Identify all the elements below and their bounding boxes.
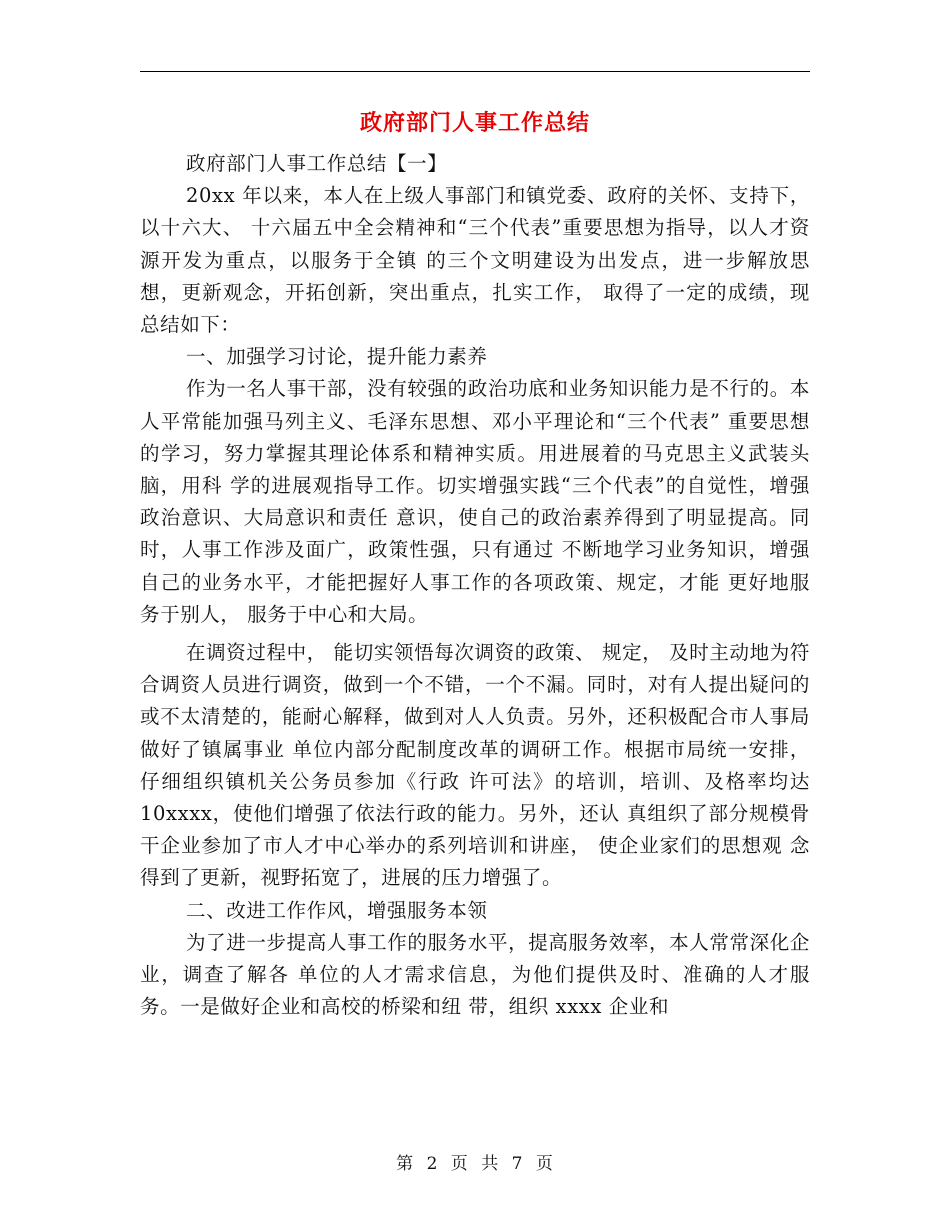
page-suffix: 页 [535, 1154, 554, 1174]
page-of: 共 [481, 1154, 500, 1174]
page-prefix: 第 [396, 1154, 415, 1174]
intro-paragraph: 20xx 年以来，本人在上级人事部门和镇党委、政府的关怀、支持下，以十六大、 十六届五中全会精神和“三个代表”重要思想为指导，以人才资源开发为重点，以服务于全镇 的三个文明建设为出发点，进一步解放思想，更新观念，开拓创新，突出重点，扎实工作， 取得了一定的成绩，现总结如下： [140, 184, 810, 337]
page-current: 2 [426, 1154, 439, 1174]
document-body [140, 148, 810, 1023]
section-heading: 二、改进工作作风，增强服务本领 [186, 898, 488, 922]
page-mid: 页 [450, 1154, 469, 1174]
body-paragraph: 作为一名人事干部，没有较强的政治功底和业务知识能力是不行的。本人平常能加强马列主义、毛泽东思想、邓小平理论和“三个代表” 重要思想的学习，努力掌握其理论体系和精神实质。用进展着的马克思主义武装头脑，用科 学的进展观指导工作。切实增强实践“三个代表”的自觉性，增强政治意识、大局意识和责任 意识，使自己的政治素养得到了明显提高。同时，人事工作涉及面广，政策性强，只有通过 不断地学习业务知识，增强自己的业务水平，才能把握好人事工作的各项政策、规定，才能 更好地服务于别人， 服务于中心和大局。 [140, 377, 810, 626]
section-heading: 政府部门人事工作总结【一】 [186, 152, 448, 175]
body-paragraph: 在调资过程中， 能切实领悟每次调资的政策、 规定， 及时主动地为符合调资人员进行调资，做到一个不错，一个不漏。同时，对有人提出疑问的 或不太清楚的，能耐心解释，做到对人人负责。另外，还积极配合市人事局做好了镇属事业 单位内部分配制度改革的调研工作。根据市局统一安排，仔细组织镇机关公务员参加《行政 许可法》的培训，培训、及格率均达 10xxxx，使他们增强了依法行政的能力。另外，还认 真组织了部分规模骨干企业参加了市人才中心举办的系列培训和讲座， 使企业家们的思想观 念得到了更新，视野拓宽了，进展的压力增强了。 [140, 641, 810, 890]
document-title: 政府部门人事工作总结 [359, 111, 590, 136]
section-heading: 一、加强学习讨论，提升能力素养 [186, 345, 488, 369]
page-number-footer [0, 1152, 950, 1176]
header-rule [140, 71, 810, 72]
page-total: 7 [511, 1154, 524, 1174]
body-paragraph: 为了进一步提高人事工作的服务水平，提高服务效率，本人常常深化企业，调查了解各 单位的人才需求信息，为他们提供及时、准确的人才服务。一是做好企业和高校的桥梁和纽 带，组织 xxxx 企业和 [140, 930, 810, 1019]
